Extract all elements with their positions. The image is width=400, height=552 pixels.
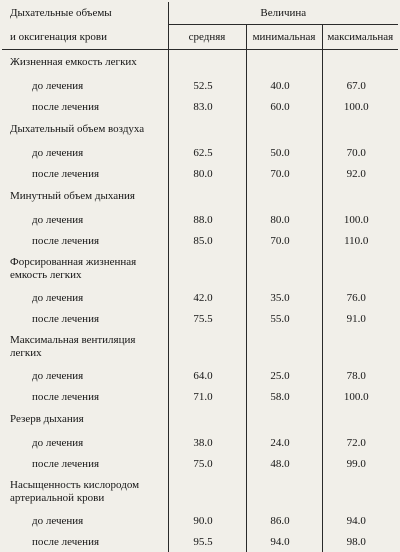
average-value: 62.5	[168, 142, 246, 163]
maximum-value: 100.0	[322, 209, 398, 230]
minimum-value: 40.0	[246, 75, 322, 96]
table-row	[2, 96, 398, 117]
maximum-value: 91.0	[322, 308, 398, 329]
maximum-value: 70.0	[322, 142, 398, 163]
table-header	[2, 2, 398, 50]
condition-label: до лечения	[2, 209, 168, 230]
table-row	[2, 163, 398, 184]
table-row	[2, 142, 398, 163]
header-col-minimum: минимальная	[246, 25, 322, 50]
minimum-value: 94.0	[246, 531, 322, 552]
minimum-value: 60.0	[246, 96, 322, 117]
minimum-value: 55.0	[246, 308, 322, 329]
maximum-value: 98.0	[322, 531, 398, 552]
header-label-line1: Дыхательные объемы	[2, 2, 168, 25]
table-row	[2, 117, 398, 142]
parameter-name: Жизненная емкость легких	[2, 50, 168, 76]
table-row	[2, 184, 398, 209]
average-value: 75.0	[168, 453, 246, 474]
condition-label: до лечения	[2, 75, 168, 96]
average-value: 71.0	[168, 386, 246, 407]
header-group-value: Величина	[168, 2, 398, 25]
condition-label: до лечения	[2, 432, 168, 453]
parameter-name: Насыщенность кислородом артериальной крови	[2, 474, 168, 510]
minimum-value: 80.0	[246, 209, 322, 230]
table-row	[2, 407, 398, 432]
condition-label: после лечения	[2, 230, 168, 251]
minimum-value: 24.0	[246, 432, 322, 453]
minimum-value: 86.0	[246, 510, 322, 531]
table-row	[2, 308, 398, 329]
parameter-name: Максимальная вентиляция легких	[2, 329, 168, 365]
condition-label: после лечения	[2, 308, 168, 329]
header-label-line2: и оксигенация крови	[2, 25, 168, 50]
maximum-value: 100.0	[322, 386, 398, 407]
average-value: 83.0	[168, 96, 246, 117]
parameter-name: Форсированная жизненная емкость легких	[2, 251, 168, 287]
table-row	[2, 50, 398, 76]
average-value: 95.5	[168, 531, 246, 552]
table-row	[2, 531, 398, 552]
minimum-value: 70.0	[246, 163, 322, 184]
table-row	[2, 287, 398, 308]
average-value: 80.0	[168, 163, 246, 184]
average-value: 90.0	[168, 510, 246, 531]
table-row	[2, 329, 398, 365]
table-row	[2, 510, 398, 531]
condition-label: после лечения	[2, 163, 168, 184]
condition-label: после лечения	[2, 386, 168, 407]
condition-label: после лечения	[2, 531, 168, 552]
condition-label: до лечения	[2, 287, 168, 308]
minimum-value: 48.0	[246, 453, 322, 474]
header-col-average: средняя	[168, 25, 246, 50]
maximum-value: 72.0	[322, 432, 398, 453]
table-row	[2, 432, 398, 453]
condition-label: после лечения	[2, 453, 168, 474]
maximum-value: 110.0	[322, 230, 398, 251]
minimum-value: 70.0	[246, 230, 322, 251]
parameter-name: Резерв дыхания	[2, 407, 168, 432]
maximum-value: 67.0	[322, 75, 398, 96]
table-row	[2, 75, 398, 96]
maximum-value: 76.0	[322, 287, 398, 308]
minimum-value: 58.0	[246, 386, 322, 407]
table-row	[2, 386, 398, 407]
respiratory-volumes-table	[2, 2, 398, 552]
table-row	[2, 453, 398, 474]
parameter-name: Дыхательный объем воздуха	[2, 117, 168, 142]
average-value: 38.0	[168, 432, 246, 453]
table-row	[2, 209, 398, 230]
table-row	[2, 230, 398, 251]
condition-label: до лечения	[2, 510, 168, 531]
average-value: 88.0	[168, 209, 246, 230]
minimum-value: 25.0	[246, 365, 322, 386]
average-value: 42.0	[168, 287, 246, 308]
maximum-value: 99.0	[322, 453, 398, 474]
minimum-value: 50.0	[246, 142, 322, 163]
table-body	[2, 50, 398, 552]
condition-label: после лечения	[2, 96, 168, 117]
table-row	[2, 365, 398, 386]
minimum-value: 35.0	[246, 287, 322, 308]
average-value: 75.5	[168, 308, 246, 329]
header-col-maximum: максимальная	[322, 25, 398, 50]
condition-label: до лечения	[2, 142, 168, 163]
average-value: 85.0	[168, 230, 246, 251]
table-row	[2, 251, 398, 287]
maximum-value: 78.0	[322, 365, 398, 386]
maximum-value: 94.0	[322, 510, 398, 531]
maximum-value: 92.0	[322, 163, 398, 184]
condition-label: до лечения	[2, 365, 168, 386]
parameter-name: Минутный объем дыхания	[2, 184, 168, 209]
maximum-value: 100.0	[322, 96, 398, 117]
average-value: 52.5	[168, 75, 246, 96]
average-value: 64.0	[168, 365, 246, 386]
